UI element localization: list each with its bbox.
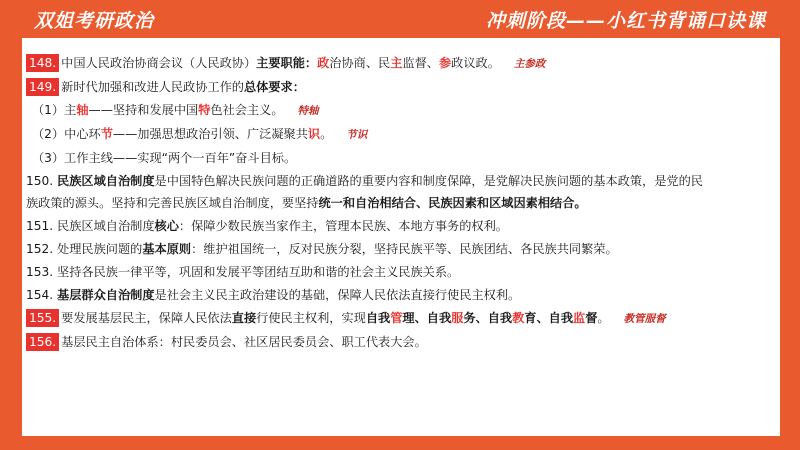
text: 151. 民族区域自治制度 [26,219,155,234]
key-char: 监 [573,310,586,325]
bold-text: 育、自我 [524,310,574,325]
subitem-1 [26,99,778,123]
text: 要发展基层民主，保障人民依法 [61,310,232,325]
key-char: 管 [390,310,403,325]
text: 行使民主权利，实现 [256,310,366,325]
text: 基层民主自治体系：村民委员会、社区居民委员会、职工代表大会。 [61,334,427,349]
text: 153. 坚持各民族一律平等，巩固和发展平等团结互助和谐的社会主义民族关系。 [26,265,460,280]
bold-text: 自我 [365,310,391,325]
text: （1）主 [32,102,77,117]
text: 152. 处理民族问题的 [26,242,143,257]
text: ——坚持和发展中国 [88,102,199,117]
notes-list [26,52,778,354]
bold-text: 基本原则 [142,242,192,257]
mnemonic-note: 主参政 [513,58,546,70]
item-152 [26,238,778,261]
mnemonic-note: 教管服督 [623,312,666,325]
course-title: 冲刺阶段——小红书背诵口诀课 [485,10,766,32]
mnemonic-note: 特轴 [297,104,319,117]
item-number-156: 156. [26,333,59,351]
item-148 [26,52,778,76]
item-153 [26,261,778,284]
text: 154. [26,288,58,303]
key-char: 识 [307,126,321,141]
mnemonic-note: 节识 [346,128,368,141]
item-150-line-1 [26,170,778,193]
item-number-155: 155. [26,309,59,327]
text: ：维护祖国统一，反对民族分裂，坚持民族平等、民族团结、各民族共同繁荣。 [191,242,618,257]
brand-title: 双姐考研政治 [34,10,155,32]
item-150-line-2 [26,192,778,215]
bold-text: 核心 [154,219,179,234]
text: 是中国特色解决民族问题的正确道路的重要内容和制度保障，是党解决民族问题的基本政策，是党的民 [154,173,703,188]
bold-text: 总体要求： [243,79,305,94]
bold-text: 直接 [231,310,257,325]
text: 。 [320,126,333,141]
bold-text: 理、自我 [402,310,452,325]
key-char: 特 [198,102,211,117]
text: （3）工作主线——实现“两个一百年”奋斗目标。 [32,150,297,165]
item-151 [26,215,778,238]
item-number-149: 149. [26,78,59,96]
key-char: 主 [390,56,403,70]
item-155 [26,307,778,331]
text: （2）中心环 [32,126,101,141]
text: 监督、 [402,56,439,70]
item-149 [26,76,778,99]
subitem-3 [26,147,778,170]
key-char: 教 [512,310,525,325]
bold-text: 民族区域自治制度 [57,173,155,188]
bold-text: 务、自我 [463,310,513,325]
text: 治协商、民 [329,56,391,70]
text: 中国人民政治协商会议（人民政协） [61,56,257,70]
bold-text: 主要职能： [256,56,318,70]
text: 政议政。 [451,56,500,70]
text: 。 [597,310,610,325]
key-char: 政 [317,56,330,70]
text: 150. [26,173,58,188]
bold-text: 督 [585,310,598,325]
key-char: 参 [438,56,452,70]
item-number-148: 148. [26,54,59,72]
key-char: 服 [451,310,464,325]
text: ——加强思想政治引领、广泛凝聚共 [112,126,308,141]
text: 是社会主义民主政治建设的基础，保障人民依法直接行使民主权利。 [154,288,521,303]
item-156 [26,331,778,354]
key-char: 节 [100,126,113,141]
item-154 [26,284,778,307]
text: 新时代加强和改进人民政协工作的 [61,79,244,94]
subitem-2 [26,123,778,147]
bold-text: 统一和自治相结合、民族因素和区域因素相结合。 [318,196,587,211]
text: ：保障少数民族当家作主，管理本民族、本地方事务的权利。 [178,219,508,234]
text: 色社会主义。 [210,102,284,117]
bold-text: 基层群众自治制度 [57,288,155,303]
key-char: 轴 [76,102,89,117]
text: 族政策的源头。坚持和完善民族区域自治制度，要坚持 [26,196,319,211]
